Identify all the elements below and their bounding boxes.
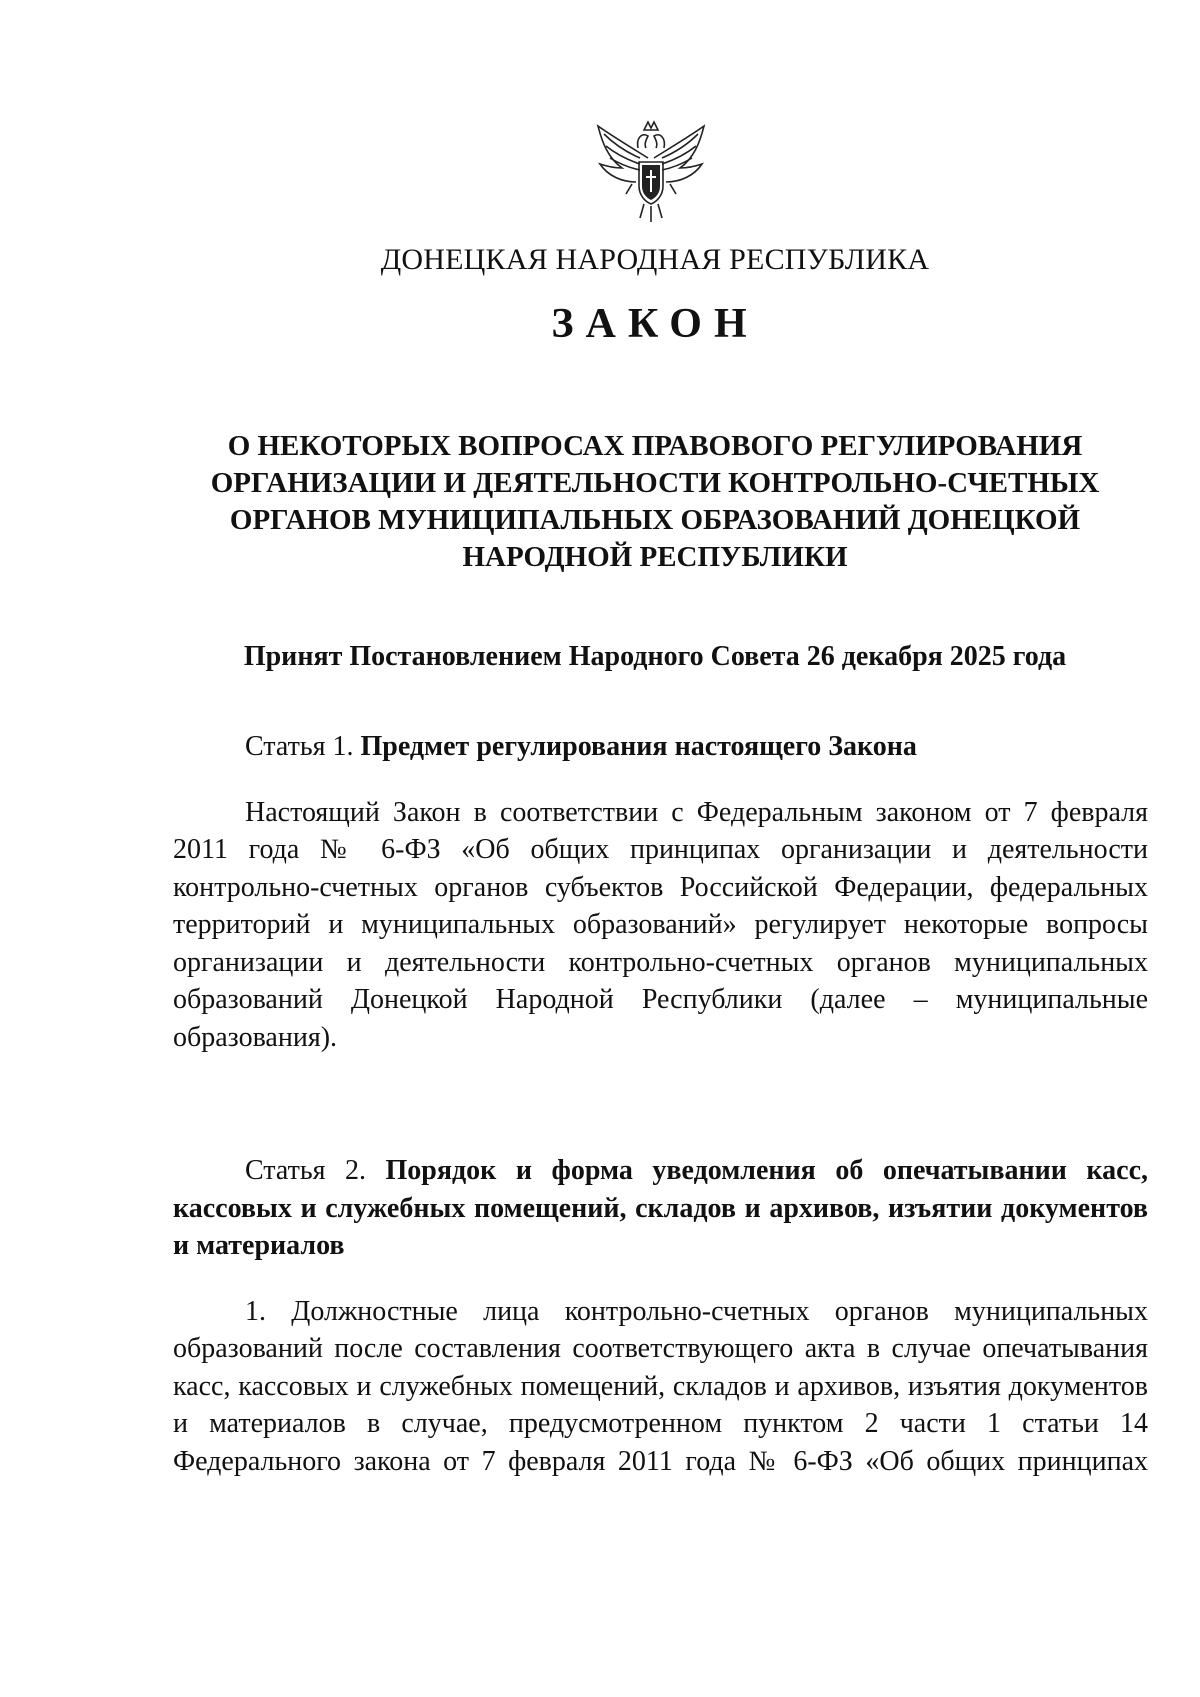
adoption-note: Принят Постановлением Народного Совета 26 декабря 2025 года	[243, 641, 1067, 672]
article-title: Предмет регулирования настоящего Закона	[360, 731, 917, 762]
article-label: Статья 1.	[245, 731, 354, 762]
article-1	[173, 728, 1148, 1056]
article-paragraph: 1. Должностные лица контрольно-счетных органов муниципальных образований после составления соответствующего акта в случае опечатывания касс, кассовых и служебных помещений, складов и архивов, изъятия документов и материалов в случае, предусмотренном пунктом 2 части 1 статьи 14 Федерального закона от 7 февраля 2011 года № 6-ФЗ «Об общих принципах	[173, 1295, 1148, 1477]
state-name: ДОНЕЦКАЯ НАРОДНАЯ РЕСПУБЛИКА	[380, 243, 930, 276]
law-title: О НЕКОТОРЫХ ВОПРОСАХ ПРАВОВОГО РЕГУЛИРОВАНИЯ ОРГАНИЗАЦИИ И ДЕЯТЕЛЬНОСТИ КОНТРОЛЬНО-СЧЕТНЫХ ОРГАНОВ МУНИЦИПАЛЬНЫХ ОБРАЗОВАНИЙ ДОНЕЦКОЙ НАРОДНОЙ РЕСПУБЛИКИ	[210, 430, 1100, 573]
article-heading	[173, 1152, 1148, 1265]
article-2	[173, 1152, 1148, 1480]
article-paragraph: Настоящий Закон в соответствии с Федеральным законом от 7 февраля 2011 года № 6-ФЗ «Об общих принципах организации и деятельности контрольно-счетных органов субъектов Российской Федерации, федеральных территорий и муниципальных образований» регулирует некоторые вопросы организации и деятельности контрольно-счетных органов муниципальных образований Донецкой Народной Республики (далее – муниципальные образования).	[173, 796, 1148, 1053]
coat-of-arms-icon	[592, 118, 710, 226]
document-type: ЗАКОН	[551, 301, 759, 347]
article-title: Порядок и форма уведомления об опечатывании касс, кассовых и служебных помещений, складов и архивов, изъятии документов и материалов	[173, 1155, 1148, 1261]
article-label: Статья 2.	[245, 1155, 366, 1186]
article-heading	[173, 728, 1148, 766]
